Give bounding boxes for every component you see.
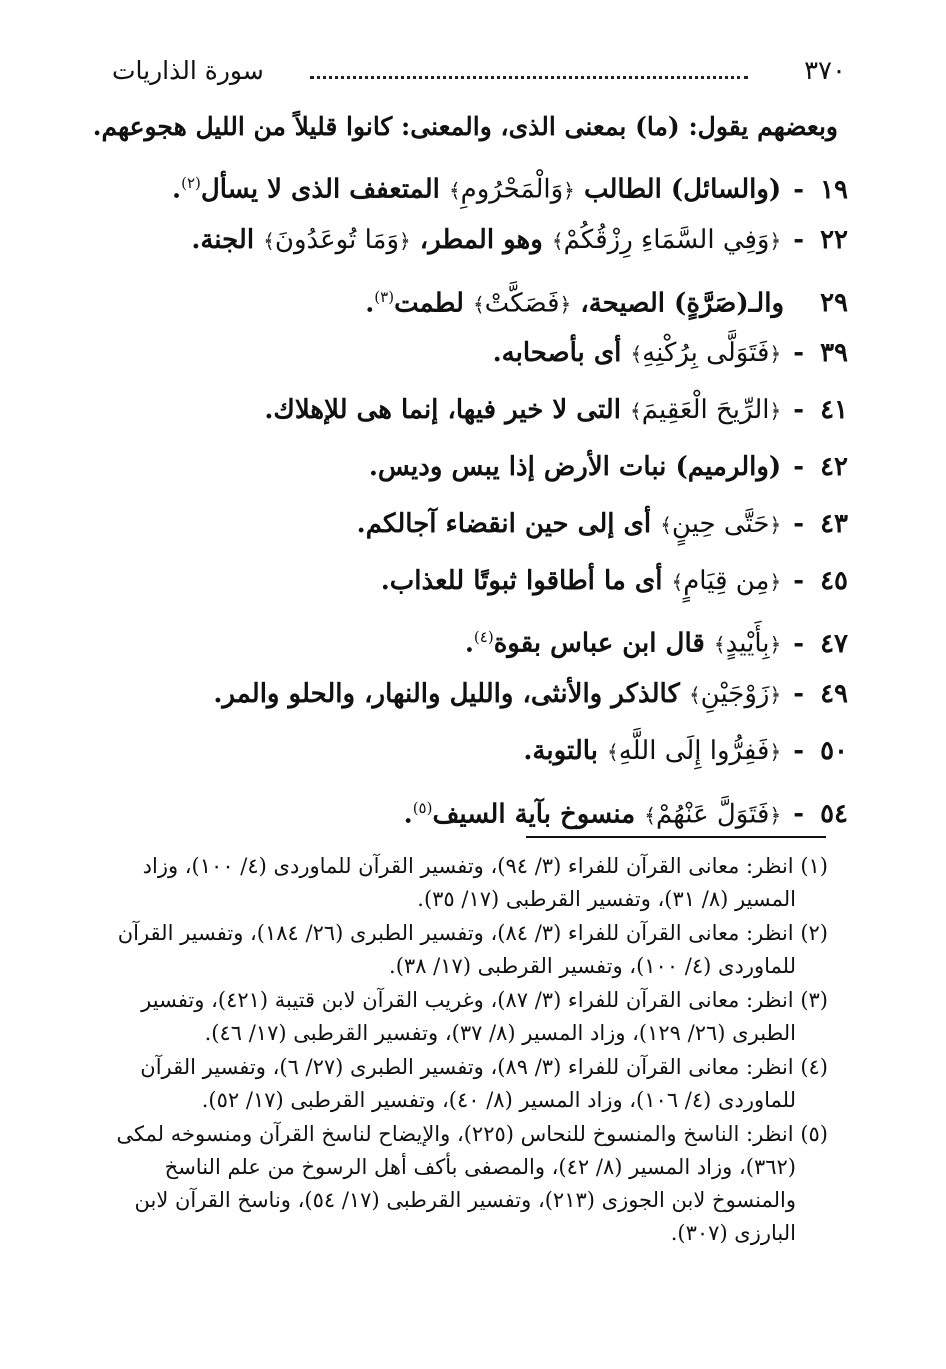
verse-number: ٤٩ (820, 679, 848, 710)
footnote-first-line (140, 1055, 828, 1079)
ornate-bracket-close: ﴾ (263, 228, 275, 253)
quran-phrase: بِأَيْيدٍ (725, 629, 770, 660)
footnote (100, 1118, 828, 1250)
verse-entry (100, 504, 848, 561)
footnote-first-line (118, 921, 828, 945)
verse-entry (100, 333, 848, 390)
quran-phrase: وَمَا تُوعَدُونَ (274, 224, 400, 255)
verse-entry (100, 617, 848, 674)
page-number: ٣٧٠ (804, 56, 846, 86)
entry-dash: - (793, 395, 804, 426)
verse-entry (100, 390, 848, 447)
ornate-bracket-close: ﴾ (551, 228, 564, 253)
footnote-continuation: للماوردى (٤/ ١٠٦)، وزاد المسير (٨/ ٤٠)، وتفسير القرطبى (١٧/ ٥٢). (201, 1088, 796, 1112)
quran-phrase: مِن قِيَامٍ (683, 565, 770, 596)
quran-phrase: فَفِرُّوا إِلَى اللَّهِ (618, 735, 770, 766)
footnote-marker: (٢) (181, 174, 201, 192)
footnote (100, 1051, 828, 1117)
footnote-number: (٣) (800, 988, 828, 1012)
entry-dash: - (793, 799, 804, 830)
entry-gloss: بالتوبة. (523, 735, 598, 766)
footnote-marker: (٥) (412, 798, 433, 817)
verse-entries (100, 163, 848, 845)
ornate-bracket-open: ﴿ (769, 803, 782, 828)
verse-entry (100, 447, 848, 504)
ornate-bracket-open: ﴿ (769, 342, 782, 367)
entry-period: . (403, 799, 413, 830)
footnote-number: (٢) (800, 921, 828, 945)
verse-number: ٤٣ (820, 508, 848, 539)
quran-phrase: زَوْجَيْنِ (700, 679, 770, 710)
quran-phrase: وَالْمَحْرُومِ (460, 174, 564, 205)
entry-period: . (365, 288, 375, 319)
verse-number: ٢٢ (820, 224, 848, 255)
quran-phrase: حَتَّى حِينٍ (671, 508, 770, 539)
entry-dash: - (793, 508, 804, 539)
ornate-bracket-close: ﴾ (644, 803, 656, 828)
quran-phrase: فَتَوَلَّى بِرُكْنِهِ (642, 338, 770, 369)
entry-dash: - (793, 565, 804, 596)
header-dotted-leader (310, 76, 748, 79)
ornate-bracket-close: ﴾ (472, 292, 485, 317)
entry-period: . (464, 629, 474, 660)
ornate-bracket-open: ﴿ (769, 683, 782, 708)
footnotes (100, 850, 828, 1251)
verse-entry (100, 277, 848, 334)
entry-gloss: لطمت (394, 288, 464, 319)
footnote-text: انظر: معانى القرآن للفراء (٣/ ٨٤)، وتفسير الطبرى (٢٦/ ١٨٤)، وتفسير القرآن (117, 921, 794, 945)
ornate-bracket-open: ﴿ (769, 739, 782, 764)
verse-number: ١٩ (820, 174, 848, 205)
verse-entry (100, 731, 848, 788)
ornate-bracket-close: ﴾ (671, 569, 684, 594)
entry-gloss: وهو المطر، (419, 224, 543, 255)
footnote-marker: (٣) (374, 287, 395, 306)
ornate-bracket-open: ﴿ (769, 569, 782, 594)
footnote-number: (٥) (800, 1122, 828, 1146)
intro-line: وبعضهم يقول: (ما) بمعنى الذى، والمعنى: كانوا قليلاً من الليل هجوعهم. (92, 112, 838, 141)
entry-lead-text: والـ(صَرَّةٍ) الصيحة، (580, 288, 784, 319)
entry-dash: - (793, 679, 804, 710)
verse-entry (100, 561, 848, 618)
ornate-bracket-open: ﴿ (769, 228, 782, 253)
footnote-continuation: والمنسوخ لابن الجوزى (٢١٣)، وتفسير القرطبى (١٧/ ٥٤)، وناسخ القرآن لابن (134, 1188, 796, 1212)
entry-period: . (172, 174, 182, 205)
surah-title: سورة الذاريات (112, 56, 264, 85)
quran-phrase: فَتَوَلَّ عَنْهُمْ (655, 799, 770, 830)
quran-phrase: الرِّيحَ الْعَقِيمَ (641, 395, 770, 426)
footnote-text: انظر: معانى القرآن للفراء (٣/ ٨٧)، وغريب القرآن لابن قتيبة (٤٢١)، وتفسير (141, 988, 794, 1012)
entry-gloss: قال ابن عباس بقوة (493, 629, 705, 660)
footnote (100, 984, 828, 1050)
footnote-first-line (116, 1122, 828, 1146)
verse-entry (100, 220, 848, 277)
entry-dash: - (793, 338, 804, 369)
verse-number: ٤٧ (820, 629, 848, 660)
verse-number: ٣٩ (820, 338, 848, 369)
ornate-bracket-close: ﴾ (688, 683, 701, 708)
verse-number: ٥٠ (820, 735, 848, 766)
ornate-bracket-open: ﴿ (769, 512, 782, 537)
ornate-bracket-close: ﴾ (607, 739, 619, 764)
entry-gloss: الجنة. (191, 224, 255, 255)
footnote-text: انظر: معانى القرآن للفراء (٣/ ٩٤)، وتفسير القرآن للماوردى (٤/ ١٠٠)، وزاد (142, 854, 794, 878)
ornate-bracket-close: ﴾ (660, 512, 672, 537)
entry-dash: - (793, 174, 804, 205)
entry-dash: - (793, 735, 804, 766)
entry-gloss: كالذكر والأنثى، والليل والنهار، والحلو والمر. (213, 679, 680, 710)
footnote-text: انظر: معانى القرآن للفراء (٣/ ٨٩)، وتفسير الطبرى (٢٧/ ٦)، وتفسير القرآن (140, 1055, 794, 1079)
entry-dash: - (793, 629, 804, 660)
page-header (112, 52, 846, 92)
footnote-first-line (143, 854, 828, 878)
ornate-bracket-close: ﴾ (713, 633, 726, 658)
entry-gloss: أى ما أطاقوا ثبوتًا للعذاب. (380, 565, 663, 596)
verse-number: ٤٥ (820, 565, 848, 596)
quran-phrase: وَفِي السَّمَاءِ رِزْقُكُمْ (563, 224, 770, 255)
footnote-continuation: المسير (٨/ ٣١)، وتفسير القرطبى (١٧/ ٣٥). (417, 887, 796, 911)
footnote-continuation: (٣٦٢)، وزاد المسير (٨/ ٤٢)، والمصفى بأكف أهل الرسوخ من علم الناسخ (164, 1155, 796, 1179)
verse-entry (100, 674, 848, 731)
footnote-marker: (٤) (473, 628, 494, 647)
ornate-bracket-open: ﴿ (769, 633, 782, 658)
quran-phrase: فَصَكَّتْ (484, 288, 560, 319)
ornate-bracket-open: ﴿ (559, 292, 572, 317)
entry-lead-text: (والسائل) الطالب (583, 174, 782, 205)
entry-dash: - (793, 224, 804, 255)
footnote-text: انظر: الناسخ والمنسوخ للنحاس (٢٢٥)، والإيضاح لناسخ القرآن ومنسوخه لمكى (116, 1122, 794, 1146)
verse-number: ٤٢ (820, 451, 848, 482)
footnote-continuation: البارزى (٣٠٧). (670, 1221, 796, 1245)
verse-entry (100, 163, 848, 220)
footnote (100, 917, 828, 983)
ornate-bracket-open: ﴿ (563, 178, 575, 203)
verse-number: ٤١ (820, 395, 848, 426)
verse-number: ٥٤ (820, 799, 848, 830)
footnote-number: (٤) (800, 1055, 828, 1079)
ornate-bracket-close: ﴾ (630, 399, 642, 424)
footnote-number: (١) (800, 854, 828, 878)
ornate-bracket-open: ﴿ (769, 399, 782, 424)
footnote-continuation: للماوردى (٤/ ١٠٠)، وتفسير القرطبى (١٧/ ٣٨). (389, 954, 796, 978)
entry-lead-text: (والرميم) نبات الأرض إذا يبس وديس. (368, 451, 782, 482)
footnote-continuation: الطبرى (٢٦/ ١٢٩)، وزاد المسير (٨/ ٣٧)، وتفسير القرطبى (١٧/ ٤٦). (204, 1021, 796, 1045)
footnote-first-line (141, 988, 828, 1012)
entry-gloss: منسوخ بآية السيف (432, 799, 636, 830)
entry-gloss: المتعفف الذى لا يسأل (200, 174, 440, 205)
entry-gloss: أى بأصحابه. (492, 338, 622, 369)
ornate-bracket-close: ﴾ (630, 342, 643, 367)
verse-number: ٢٩ (820, 288, 848, 319)
ornate-bracket-close: ﴾ (448, 178, 461, 203)
entry-gloss: التى لا خير فيها، إنما هى للإهلاك. (264, 395, 621, 426)
footnote-separator (526, 836, 826, 838)
footnote (100, 850, 828, 916)
entry-dash: - (793, 451, 804, 482)
entry-gloss: أى إلى حين انقضاء آجالكم. (356, 508, 652, 539)
ornate-bracket-open: ﴿ (399, 228, 411, 253)
